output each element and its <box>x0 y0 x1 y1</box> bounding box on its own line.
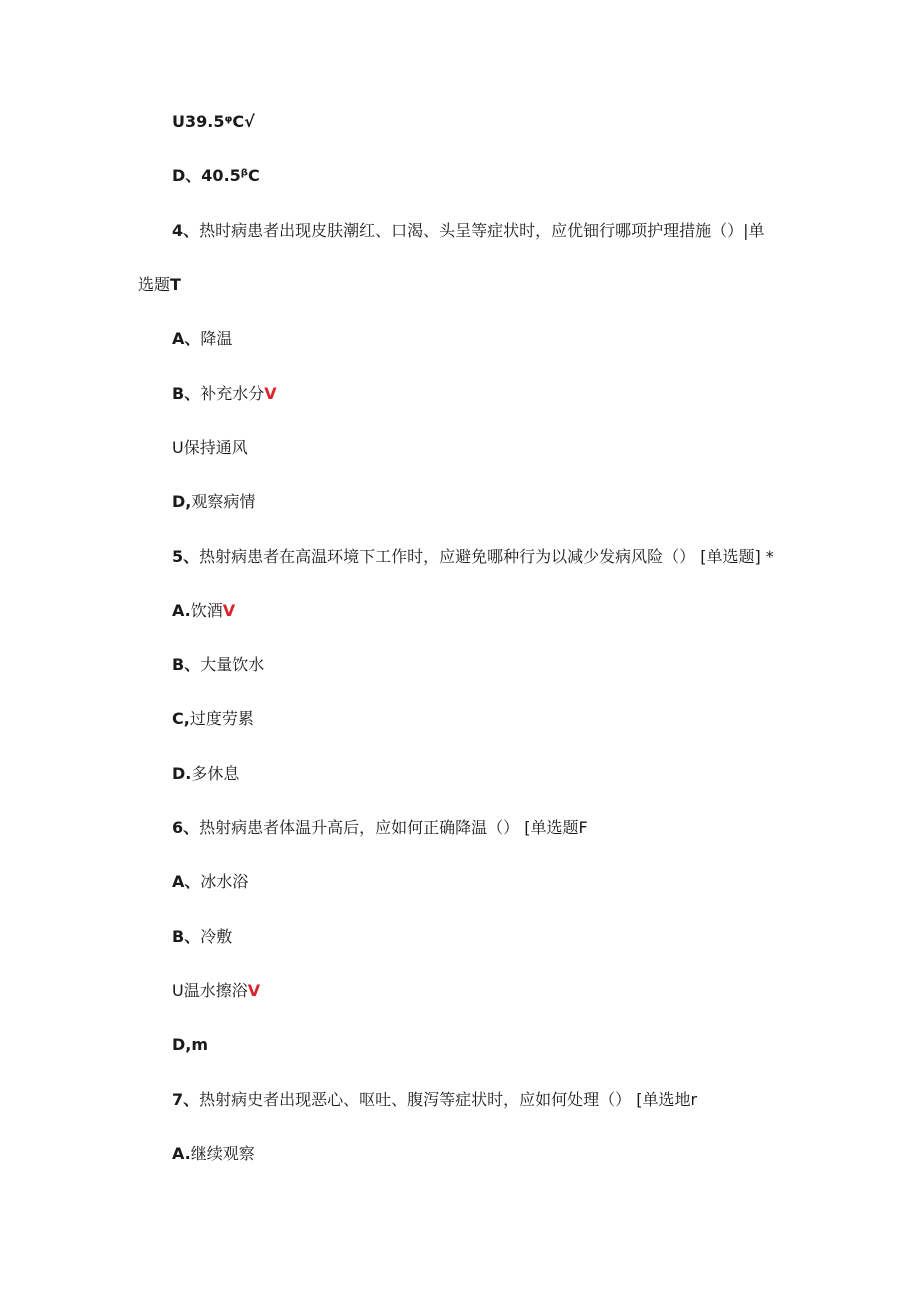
option-prefix: U39.5ᵠC√ <box>172 112 255 131</box>
answer-checkmark: V <box>247 981 261 1000</box>
option-prefix: B、 <box>172 927 201 946</box>
question-number: 6、 <box>172 818 200 837</box>
option-text: 冷敷 <box>200 927 233 946</box>
option-d-line-q6 <box>172 1035 208 1055</box>
question-number: 5、 <box>172 547 200 566</box>
option-b-line-q5 <box>172 655 264 675</box>
option-c-line-q4 <box>172 438 248 458</box>
option-d-line-q5 <box>172 764 239 784</box>
question-text: 热时病患者出现皮肤潮红、口渴、头呈等症状时，应优钿行哪项护理措施（）|单 <box>199 221 765 240</box>
option-prefix: A. <box>172 1144 191 1163</box>
question-5-line <box>172 547 774 567</box>
option-prefix: B、 <box>172 384 201 403</box>
option-prefix: D、 <box>172 166 202 185</box>
option-text: 观察病情 <box>191 492 256 511</box>
option-text: 继续观察 <box>190 1144 255 1163</box>
option-text: 降温 <box>200 329 233 348</box>
question-text: 热射病患者体温升高后，应如何正确降温（） [单选题F <box>199 818 588 837</box>
question-6-line <box>172 818 588 838</box>
option-prefix: U <box>172 438 184 457</box>
option-text: 大量饮水 <box>200 655 265 674</box>
option-text: 饮酒 <box>190 601 223 620</box>
option-prefix: D,m <box>172 1035 209 1054</box>
option-c-line-q6 <box>172 981 260 1001</box>
option-a-line-q5 <box>172 601 235 621</box>
option-text: 40.5ᵝC <box>201 166 260 185</box>
question-4-line-1 <box>172 221 765 241</box>
option-text: 过度劳累 <box>189 709 254 728</box>
option-text: 冰水浴 <box>200 872 249 891</box>
option-text: 补充水分 <box>200 384 265 403</box>
question-tail: T <box>170 275 181 294</box>
option-prefix: A. <box>172 601 191 620</box>
option-prefix: D. <box>172 764 192 783</box>
answer-checkmark: V <box>264 384 277 403</box>
option-b-line-q6 <box>172 927 232 947</box>
option-prefix: A、 <box>172 329 201 348</box>
question-text: 选题 <box>138 275 171 294</box>
option-d-line-q4 <box>172 492 255 512</box>
option-prefix: C, <box>172 709 190 728</box>
question-4-line-2 <box>138 275 181 295</box>
option-d-line-q3 <box>172 166 260 186</box>
question-7-line <box>172 1090 697 1110</box>
question-text: 热射病史者出现恶心、呕吐、腹泻等症状时，应如何处理（） [单选地r <box>199 1090 698 1109</box>
option-text: 多休息 <box>191 764 240 783</box>
option-b-line-q4 <box>172 384 277 404</box>
question-number: 7、 <box>172 1090 200 1109</box>
option-a-line-q6 <box>172 872 248 892</box>
option-prefix: A、 <box>172 872 201 891</box>
option-c-line-q5 <box>172 709 254 729</box>
question-text: 热射病患者在高温环境下工作时，应避免哪种行为以减少发病风险（） [单选题] * <box>199 547 774 566</box>
option-a-line-q4 <box>172 329 232 349</box>
answer-checkmark: V <box>222 601 236 620</box>
question-number: 4、 <box>172 221 200 240</box>
option-c-line-q3 <box>172 112 255 132</box>
option-prefix: B、 <box>172 655 201 674</box>
option-text: 温水擦浴 <box>183 981 248 1000</box>
option-a-line-q7 <box>172 1144 255 1164</box>
option-prefix: U <box>172 981 184 1000</box>
option-text: 保持通风 <box>183 438 248 457</box>
option-prefix: D, <box>172 492 192 511</box>
